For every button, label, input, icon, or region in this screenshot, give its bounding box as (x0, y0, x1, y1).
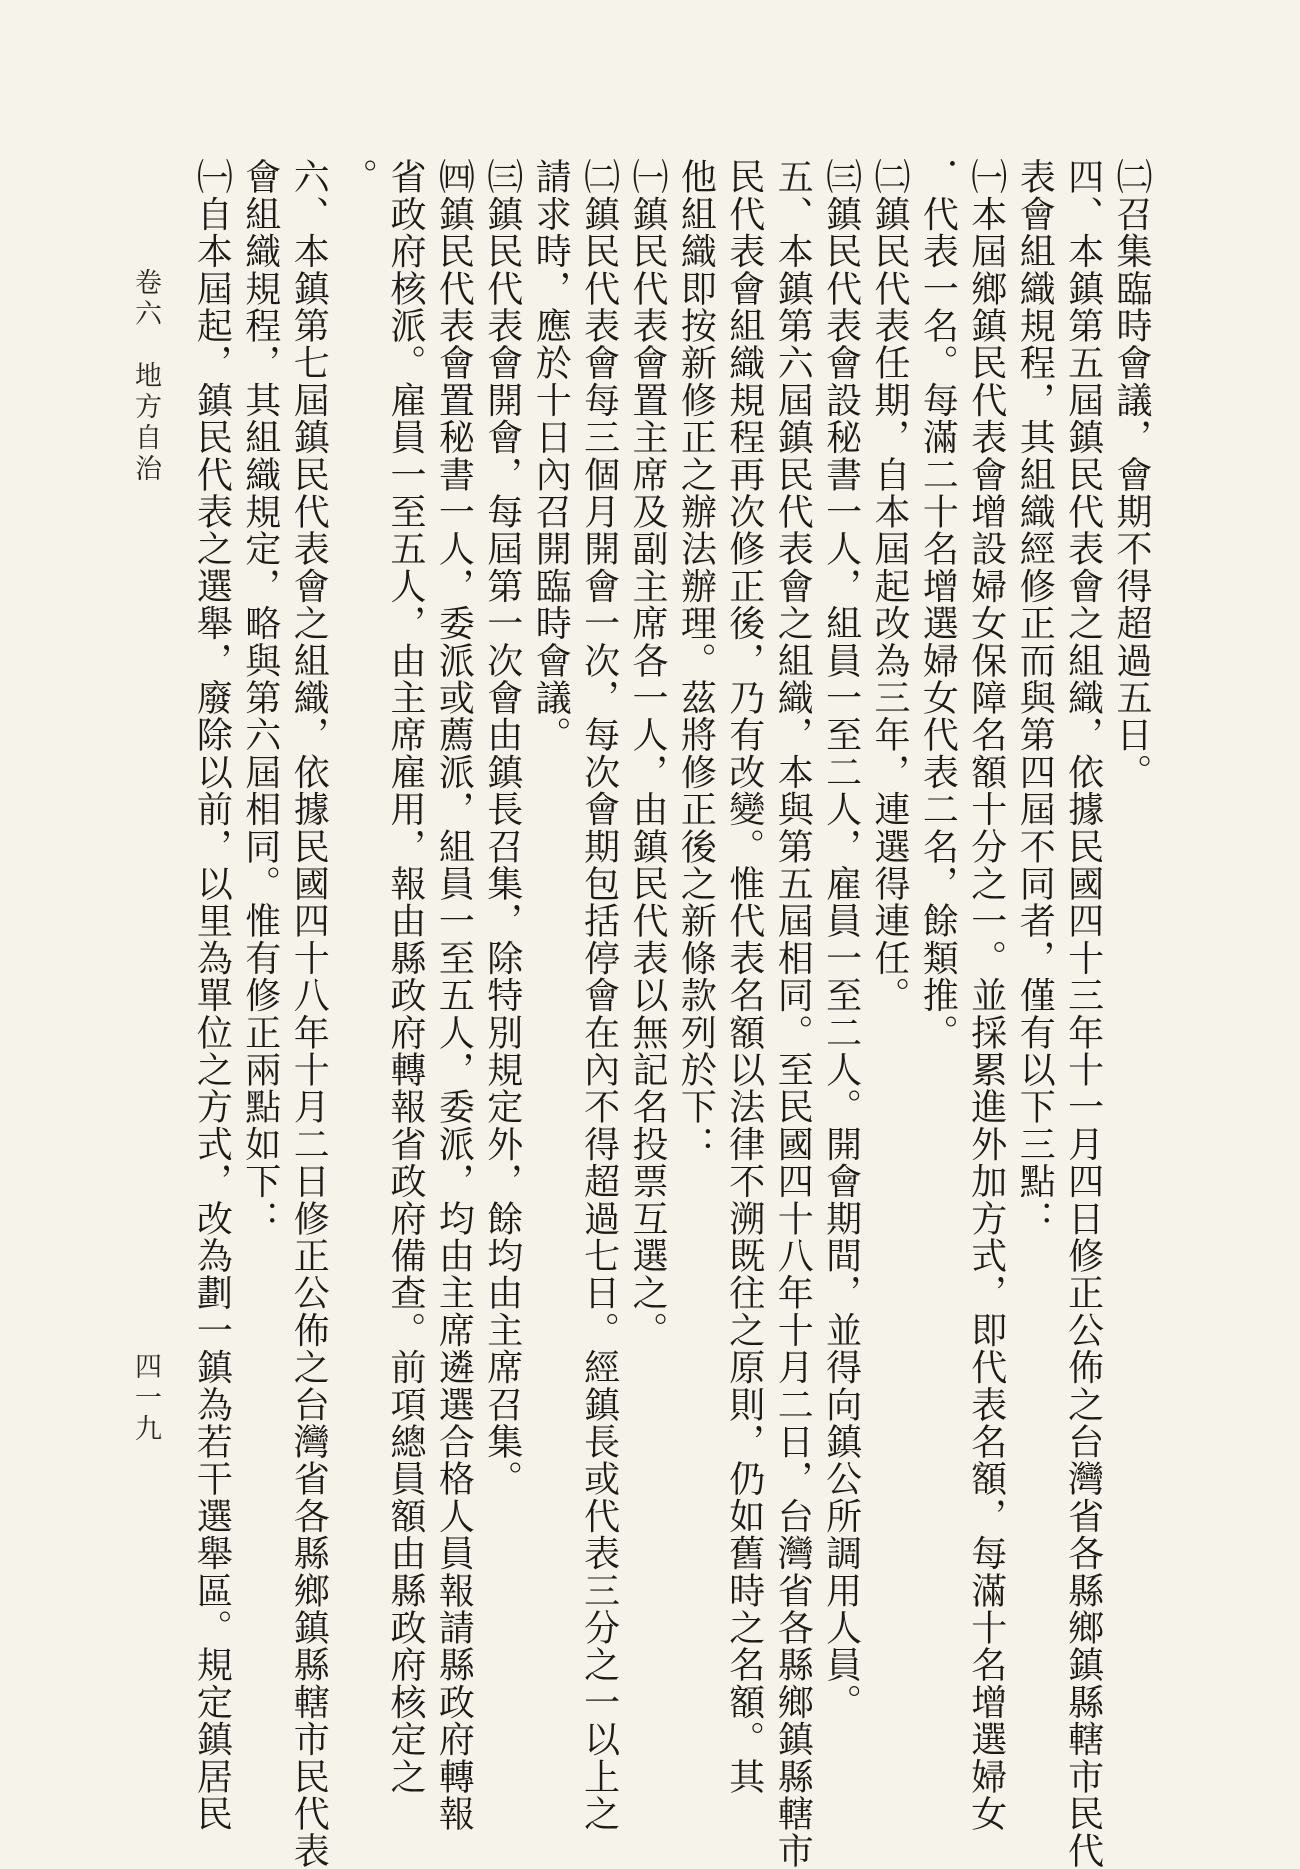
text-column: ㈡召集臨時會議，會期不得超過五日。 (1111, 158, 1152, 791)
text-column: 民代表會組織規程再次修正後，乃有改變。惟代表名額以法律不溯既往之原則，仍如舊時之名額。其 (723, 158, 765, 1795)
text-column: ㈣鎮民代表會置秘書一人，委派或薦派，組員一至五人，委派，均由主席遴選合格人員報請縣政府轉報 (433, 158, 475, 1832)
text-column: 表會組織規程，其組織經修正而與第四屆不同者，僅有以下三點： (1014, 158, 1056, 1237)
text-column: ．代表一名。每滿二十名增選婦女代表二名，餘類推。 (917, 158, 959, 1051)
text-column: ㈡鎮民代表會每三個月開會一次，每次會期包括停會在內不得超過七日。經鎮長或代表三分之一以上之 (578, 158, 620, 1832)
text-column: 五、本鎮第六屆鎮民代表會之組織，本與第五屆相同。至民國四十八年十月二日，台灣省各縣鄉鎮縣轄市 (772, 158, 814, 1869)
text-column: ㈠鎮民代表會置主席及副主席各一人，由鎮民代表以無記名投票互選之。 (627, 158, 668, 1349)
text-column: 會組織規程，其組織規定，略與第六屆相同。惟有修正兩點如下： (239, 158, 281, 1237)
text-column: ㈠本屆鄉鎮民代表會增設婦女保障名額十分之一。並採累進外加方式，即代表名額，每滿十名增選婦女 (965, 158, 1007, 1832)
text-column: ㈢鎮民代表會設秘書一人，組員一至二人，雇員一至二人。開會期間，並得向鎮公所調用人員。 (820, 158, 862, 1721)
text-column: ㈠自本屆起，鎮民代表之選舉，廢除以前，以里為單位之方式，改為劃一鎮為若干選舉區。規定鎮居民 (191, 158, 233, 1832)
text-column: ㈢鎮民代表會開會，每屆第一次會由鎮長召集，除特別規定外，餘均由主席召集。 (481, 158, 523, 1498)
running-title: 卷六 地方自治 (130, 268, 161, 485)
text-column: 六、本鎮第七屆鎮民代表會之組織，依據民國四十八年十月二日修正公佈之台灣省各縣鄉鎮縣轄市民代表 (288, 158, 330, 1869)
page-number: 四一九 (130, 1352, 161, 1445)
text-column: 。 (336, 158, 378, 196)
text-column: 四、本鎮第五屆鎮民代表會之組織，依據民國四十三年十一月四日修正公佈之台灣省各縣鄉鎮縣轄市民代 (1062, 158, 1104, 1869)
text-column: 請求時，應於十日內召開臨時會議。 (530, 158, 572, 754)
text-column: ㈡鎮民代表任期，自本屆起改為三年，連選得連任。 (869, 158, 910, 1014)
text-column: 省政府核派。雇員一至五人，由主席雇用，報由縣政府轉報省政府備查。前項總員額由縣政府核定之 (385, 158, 426, 1795)
text-column: 他組織即按新修正之辦法辦理。茲將修正後之新條款列於下： (675, 158, 717, 1163)
